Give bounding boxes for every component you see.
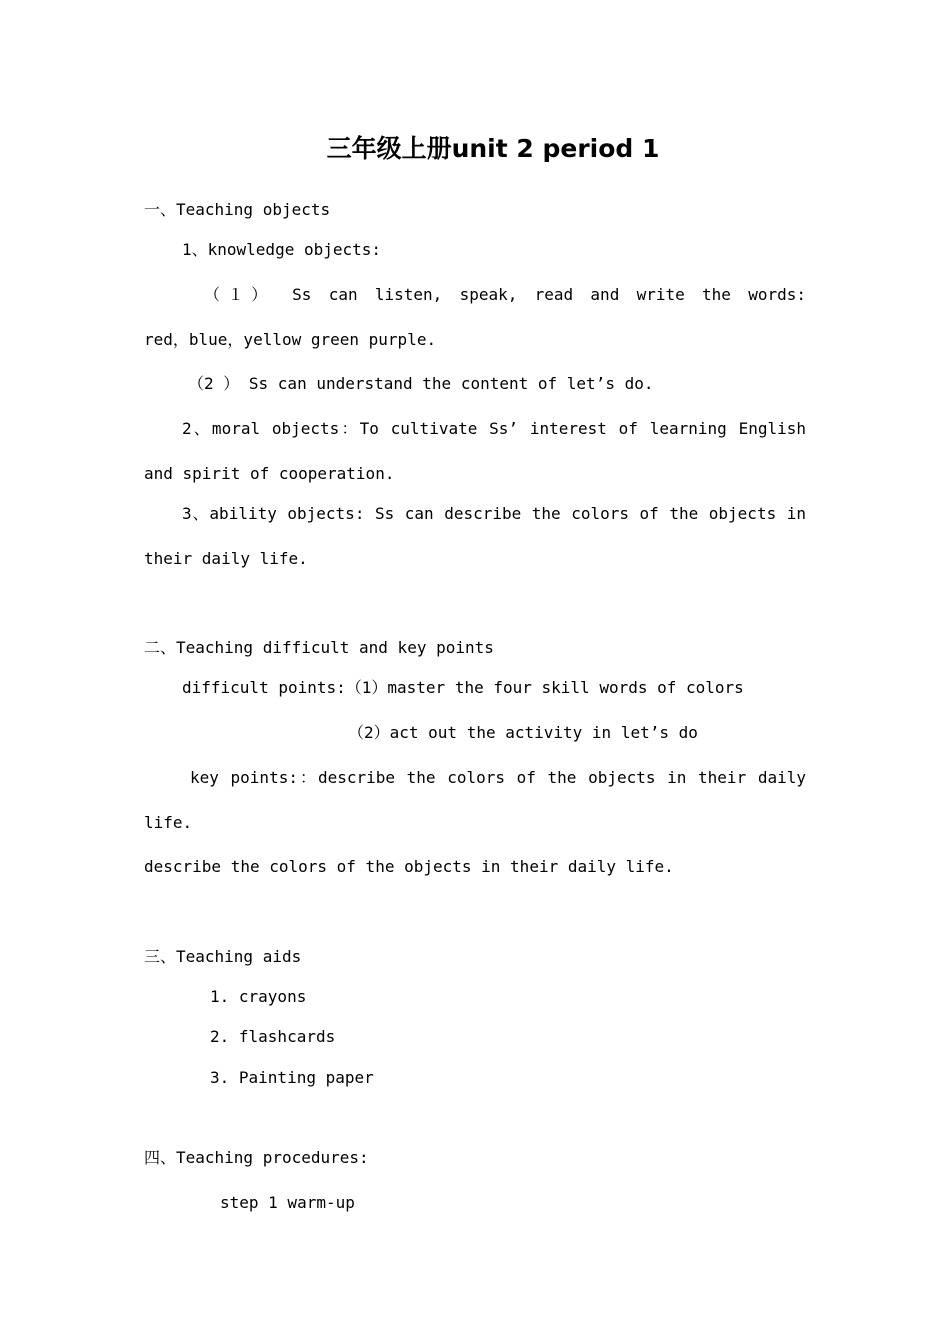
procedure-step-1: step 1 warm-up	[220, 1193, 355, 1212]
knowledge-objective-1-line2: red，blue，yellow green purple.	[144, 330, 437, 349]
key-points-extra-line: describe the colors of the objects in their daily life.	[144, 857, 674, 876]
moral-objects-line1: 2、moral objects：To cultivate Ss’ interest of learning English	[182, 419, 806, 438]
key-points-line2: life.	[144, 813, 193, 832]
difficult-points-line2: （2）act out the activity in let’s do	[348, 723, 698, 742]
ability-objects-line1: 3、ability objects: Ss can describe the colors of the objects in	[182, 504, 806, 523]
difficult-points-line1: difficult points:（1）master the four skill words of colors	[182, 678, 744, 697]
teaching-aid-item: 2. flashcards	[210, 1027, 336, 1046]
section-heading-teaching-objects: 一、Teaching objects	[144, 200, 331, 219]
knowledge-objective-1-line1: （１） Ss can listen, speak, read and write the words:	[204, 285, 806, 304]
section-heading-teaching-aids: 三、Teaching aids	[144, 947, 302, 966]
teaching-aid-item: 1. crayons	[210, 987, 307, 1006]
ability-objects-line2: their daily life.	[144, 549, 308, 568]
teaching-aid-item: 3. Painting paper	[210, 1068, 374, 1087]
knowledge-objective-2: （2 ） Ss can understand the content of let’s do.	[188, 374, 654, 393]
key-points-line1: key points:：describe the colors of the objects in their daily	[190, 768, 806, 787]
section-heading-difficult-key-points: 二、Teaching difficult and key points	[144, 638, 494, 657]
section-heading-teaching-procedures: 四、Teaching procedures:	[144, 1148, 369, 1167]
knowledge-objects-heading: 1、knowledge objects:	[182, 240, 382, 259]
moral-objects-line2: and spirit of cooperation.	[144, 464, 395, 483]
document-title: 三年级上册unit 2 period 1	[326, 134, 660, 163]
